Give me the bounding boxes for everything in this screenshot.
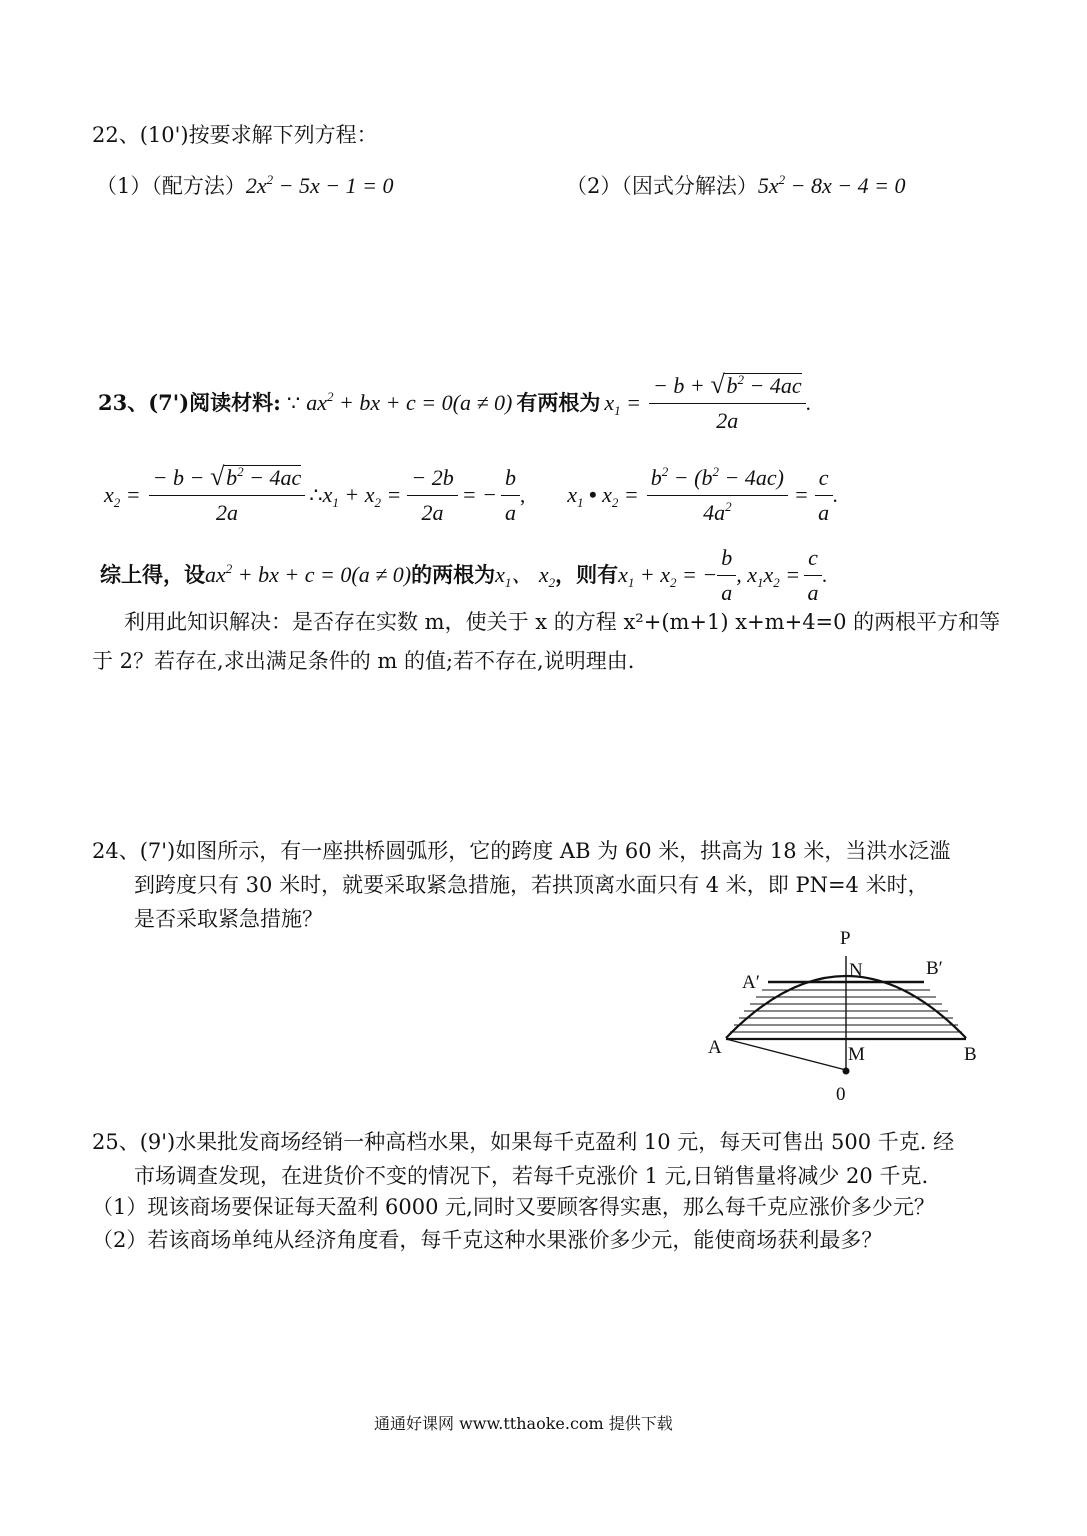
q22-part1-label: （1）（配方法）: [96, 174, 246, 198]
q23-prod-eq: $x_1$ • $x_2$ =: [567, 482, 639, 510]
q23-summary-mid: 的两根为: [411, 562, 496, 587]
q23-problem-line1: 利用此知识解决：是否存在实数 m，使关于 x 的方程 x²+(m+1) x+m+4=0 的两根平方和等: [124, 610, 1001, 634]
q23-summary-prefix: 综上得，设: [100, 562, 205, 587]
label-A-prime: A′: [742, 972, 760, 993]
q23-x2-eq: $x_2$ =: [104, 482, 141, 510]
q22-part2-equation: $5x^2 - 8x - 4 = 0$: [757, 172, 906, 198]
radius-line: [726, 1039, 846, 1070]
q23-c-over-a: $\frac{c}{a}$: [815, 464, 833, 527]
q23-summary-equation: $ax^2$ + bx + c = 0(a ≠ 0): [205, 561, 412, 587]
q23-header: 23、(7')阅读材料:: [98, 390, 281, 415]
label-N: N: [849, 960, 863, 981]
q23-line2: $x_2$ = $\frac{- b - √b^2 - 4ac}{2a}$ ∴ $x_1 + x_2$ = $\frac{- 2b}{2a}$ = − $\frac{b}{a}$ , $x_1$ • $x_2$ = $\frac{b^2 - (b^2 - 4ac)}{4a^2}$ = $\frac{c}{a}$ .: [104, 462, 838, 525]
q24-line2: 到跨度只有 30 米时，就要采取紧急措施，若拱顶离水面只有 4 米，即 PN=4 米时，: [134, 873, 929, 897]
label-A: A: [708, 1037, 722, 1058]
q23-problem-line2: 于 2？若存在,求出满足条件的 m 的值;若不存在,说明理由.: [92, 649, 635, 673]
q23-sum-eq: $x_1 + x_2$ =: [322, 482, 402, 510]
q23-prod-fraction: $\frac{b^2 - (b^2 - 4ac)}{4a^2}$: [647, 464, 788, 527]
q23-summary-c-over-a: $\frac{c}{a}$: [804, 544, 822, 607]
q23-summary-roots: $x_1$、 $x_2$: [495, 562, 556, 590]
label-B-prime: B′: [926, 958, 943, 979]
q23-summary-then: ，则有: [555, 562, 619, 587]
q24-line1: 24、(7')如图所示，有一座拱桥圆弧形，它的跨度 AB 为 60 米，拱高为 18 米，当洪水泛滥: [92, 839, 951, 863]
arch-bridge-figure: [700, 920, 990, 1110]
q22-part1: [96, 172, 393, 200]
label-M: M: [848, 1044, 865, 1065]
q22-part1-equation: $2x^2 - 5x - 1 = 0$: [245, 172, 394, 198]
q25-line1: 25、(9')水果批发商场经销一种高档水果，如果每千克盈利 10 元，每天可售出 500 千克. 经: [92, 1130, 955, 1154]
center-dot: [843, 1068, 850, 1075]
therefore-symbol: ∴: [309, 483, 323, 507]
q25-part1: （1）现该商场要保证每天盈利 6000 元,同时又要顾客得实惠，那么每千克应涨价多少元？: [92, 1195, 935, 1219]
q25-part2: （2）若该商场单纯从经济角度看，每千克这种水果涨价多少元，能使商场获利最多？: [92, 1228, 883, 1252]
q23-summary-neg-b-over-a: $\frac{b}{a}$: [717, 544, 736, 607]
q23-x2-fraction: $\frac{- b - √b^2 - 4ac}{2a}$: [149, 463, 306, 527]
q24-line3: 是否采取紧急措施？: [134, 907, 323, 931]
label-B: B: [964, 1044, 977, 1065]
q22-part2-label: （2）（因式分解法）: [566, 174, 758, 198]
q23-has-two-roots: 有两根为: [516, 390, 601, 415]
since-symbol: ∵: [286, 391, 301, 415]
q23-line1: 23、(7')阅读材料: ∵ $ax^2$ + bx + c = 0(a ≠ 0) 有两根为 $x_1$ = $\frac{- b + √b^2 - 4ac}{2a}$ .: [98, 370, 811, 433]
q22-header: 22、(10')按要求解下列方程：: [92, 123, 378, 147]
label-P: P: [840, 928, 851, 949]
q23-x1-eq: $x_1$ =: [604, 390, 641, 418]
q23-general-equation: $ax^2$ + bx + c = 0(a ≠ 0): [306, 389, 513, 415]
q23-neg-b-over-a: $\frac{b}{a}$: [501, 464, 520, 527]
label-O: 0: [836, 1084, 846, 1105]
q22-part2: [566, 172, 905, 200]
q23-summary: 综上得，设 $ax^2$ + bx + c = 0(a ≠ 0) 的两根为 $x_1$、 $x_2$ ，则有 $x_1 + x_2$ = − $\frac{b}{a}$ , $x_1x_2$ = $\frac{c}{a}$ .: [100, 544, 828, 605]
q25-line2: 市场调查发现，在进货价不变的情况下，若每千克涨价 1 元,日销售量将减少 20 千克.: [134, 1164, 929, 1188]
page-footer: 通通好课网 www.tthaoke.com 提供下载: [374, 1414, 673, 1433]
q23-summary-sum: $x_1 + x_2$ = −: [618, 562, 718, 590]
q23-x1-fraction: $\frac{- b + √b^2 - 4ac}{2a}$: [649, 371, 806, 435]
q23-sum-fraction: $\frac{- 2b}{2a}$: [407, 464, 457, 527]
